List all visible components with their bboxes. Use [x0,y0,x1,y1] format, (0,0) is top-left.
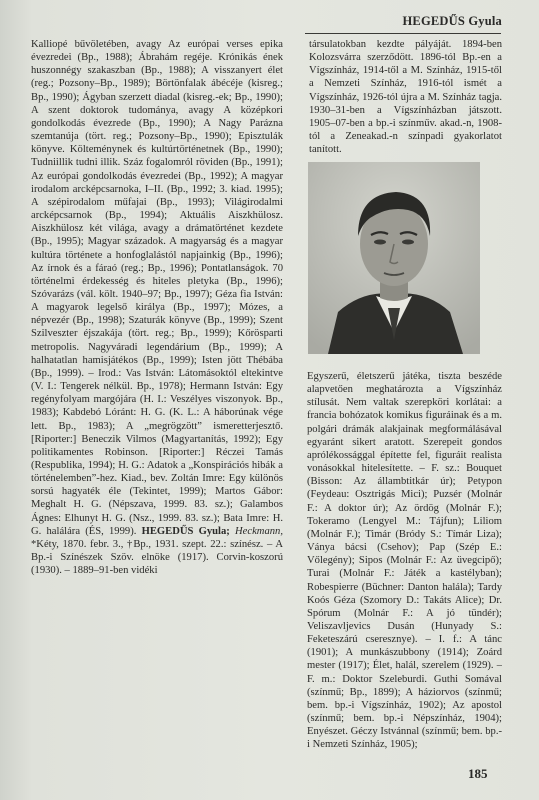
header-rule [305,33,501,34]
left-column [31,38,283,783]
entry-birth-name: Heckmann, [235,525,283,537]
right-column-top: társulatokban kezdte pályáját. 1894-ben Kolozsvárra szerződött. 1896-tól Bp.-en a Vígszínház, 1914-től a M. Színház, 1915-től a Nemzeti Színház, 1916-tól ismét a Vígszínház, 1926-tól újra a M. Színház tagja. 1930–31-ben a Vígszínházban játszott. 1905–07-ben a bp.-i színműv. akad.-n, 1908-tól a Zeneakad.-n színpadi gyakorlatot tanított. [309,39,502,156]
page-number: 185 [468,766,488,781]
portrait-image [308,162,480,354]
entry-body: *Kéty, 1870. febr. 3., †Bp., 1931. szept. 22.: színész. – A Bp.-i Színészek Szöv. elnöke (1917). Corvin-koszorú (1930). – 1889–91-ben vidéki [31,538,283,577]
running-head: HEGEDŰS Gyula [402,14,502,28]
entry-heading: HEGEDŰS Gyula; [141,525,230,537]
left-column-text [31,38,283,577]
portrait-photo [308,162,480,354]
right-column-bottom: Egyszerű, életszerű játéka, tiszta beszéde alapvetően meghatározta a Vígszínház stílusát. Nem valtak szerepköri korlátai: a francia bohózatok komikus figuráinak és a m. polgári drámák alakjainak megformálásával egyaránt sikert aratott. Szerepeit gondos aprólékossággal építette fel, figuráit realista vonásokkal hitelesítette. – F. sz.: Bouquet (Bisson: Az állambtitkár úr); Petypon (Feydeau: Osztrigás Mici); Puzsér (Molnár F.: A doktor úr); Az ördög (Molnár F.); Tokeramo (Lengyel M.: Tájfun); Liliom (Molnár F.); Timár (Bródy S.: Tímár Liza); Ványa bácsi (Csehov); Pap (Szép E.: Vőlegény); Sipos (Molnár F.: Az üvegcipő); Turai (Molnár F.: Játék a kastélyban); Robespierre (Büchner: Danton halála); Tardy Koós Géza (Szomory D.: Takáts Alice); Dr. Spórum (Molnár F.: A jó tündér); Veliszavljevics Dusán (Hunyady S.: Feketeszárú cseresznye). – I. f.: A tánc (1901); A munkászubbony (1914); Zoárd mester (1917); Élet, halál, szerelem (1929). – F. m.: Doktor Szeleburdi. Guthi Somával (színmű; Bp., 1899); A háziorvos (színmű; bem. bp.-i Vígszínház, 1902); Az apostol (színmű; bem. bp.-i Népszínház, 1904); Enyészet. Géczy Istvánnal (színmű; bem. bp.-i Nemzeti Színház, 1905); [307,371,502,751]
continued-entry-text: Kalliopé bűvöletében, avagy Az európai verses epika évezredei (Bp., 1988); Ábrahám regéje. Krónikás ének huszonnégy szakaszban (Bp., 1988); A visszanyert élet (reg.; Pozsony–Bp., 1989); Börtönfalak ábécéje (kisreg.; Bp., 1990); Ágyban szerzett diadal (kisreg.-ek; Bp., 1990); A szent doktorok tudománya, avagy A középkori gondolkodás évezrede (Bp., 1990); A Nagy Parázna szemtanúja (tört. reg.; Pozsony–Bp., 1990); Episztulák könyve. Költeménynek és kultúrtörténetnek (Bp., 1990); Tudniillik tudni illik. Száz fogalomról röviden (Bp., 1991); Az európai gondolkodás évezredei (Bp., 1992); A magyar irodalom arcképcsarnoka, I–II. (Bp., 1992; 3. kiad. 1995); A szépirodalom műfajai (Bp., 1993); Világirodalmi arcképcsarnok (Bp., 1994); Aktuális Aiszkhülosz. Aiszkhülosz két világa, avagy a drámatörténet kezdete (Bp., 1995); Magyar századok. A magyarság és a magyar kultúra története a honfoglalástól napjainkig (Bp., 1996); Az írnok és a fáraó (reg.; Bp., 1996); Pontatlanságok. 70 történelmi érdekesség és hiteles pletyka (Bp., 1996); Szóvarázs (vál. költ. 1940–97; Bp., 1997); Géza fia István: A magyarok legelső királya (Bp., 1997); Mózes, a népvezér (Bp., 1998); Szaturák könyve (Bp., 1999); Szent Szilveszter éjszakája (tört. reg.; Bp., 1999); Kőrösparti metropolis. Nagyváradi legendárium (Bp., 1999); A halhatatlan hamisjátékos (Bp., 1999); Isten jött Thébába (Bp., 1999). – Irod.: Vas István: Látomásoktól eltekintve (V. I.: Tengerek nélkül. Bp., 1978); Hermann István: Egy regényfolyam margójára (H. I.: Veszélyes viszonyok. Bp., 1983); Kabdebó Lóránt: H. G. (K. L.: A háborúnak vége lett. Bp., 1983); A „megrögzött” ismeretterjesztő. [Riporter:] Beneczik Vilmos (Magyartanítás, 1992); Egy politikamentes Robinson. [Riporter:] Réczei Tamás (Respublika, 1994); H. G.: Adatok a „Konspirációs hibák a történelemben”-hez. Kiad., bev. Zoltán Imre: Egy különös sorsú hagyaték éle (Tekintet, 1999); Martos Gábor: Meghalt H. G. (Népszava, 1999. 83. sz.); Galambos Ágnes: Elhunyt H. G. (Nsz., 1999. 83. sz.); Bata Imre: H. G. halálára (ÉS, 1999). [31,39,283,537]
